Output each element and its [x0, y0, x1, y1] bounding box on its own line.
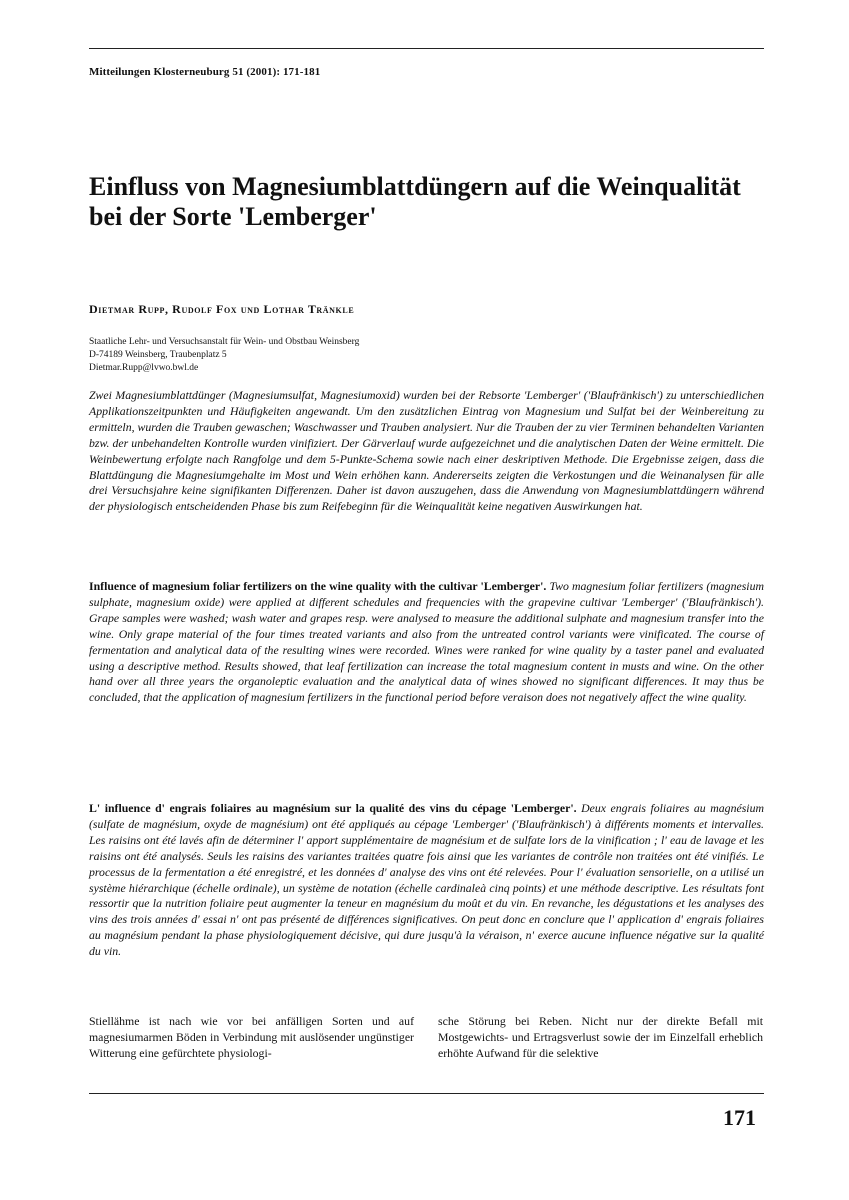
abstract-english — [89, 579, 764, 706]
affiliation-institution: Staatliche Lehr- und Versuchsanstalt für Wein- und Obstbau Weinsberg — [89, 337, 360, 347]
article-title: Einfluss von Magnesiumblattdüngern auf die Weinqualität bei der Sorte 'Lemberger' — [89, 172, 741, 231]
abstract-german: Zwei Magnesiumblattdünger (Magnesiumsulfat, Magnesiumoxid) wurden bei der Rebsorte 'Lemberger' ('Blaufränkisch') zu unterschiedlichen Applikationszeitpunkten und Häufigkeiten angewandt. Um den zusätzlichen Eintrag von Magnesium und Sulfat bei der Weinbereitung zu ermitteln, wurden die Trauben gewaschen; Waschwasser und Trauben analysiert. Nur die Trauben der zu vier Terminen behandelten Varianten bzw. der unbehandelten Kontrolle wurden vinifiziert. Der Gärverlauf wurde aufgezeichnet und die analytischen Daten der Weine ermittelt. Die Weinbewertung erfolgte nach Rangfolge und dem 5-Punkte-Schema sowie nach einer deskriptiven Methode. Die Ergebnisse zeigen, dass die Blattdüngung die Magnesiumgehalte im Most und Wein erhöhen kann. Andererseits zeigten die Verkostungen und die Weinanalysen für alle drei Versuchsjahre keine signifikanten Differenzen. Daher ist davon auszugehen, dass die Anwendung von Magnesiumblattdüngern während der physiologisch entscheidenden Phase bis zum Reifebeginn für die Weinqualität keine negativen Auswirkungen hat. — [89, 388, 764, 514]
abstract-english-title: Influence of magnesium foliar fertilizers on the wine quality with the cultivar 'Lemberger'. — [89, 579, 547, 593]
body-column-left: Stiellähme ist nach wie vor bei anfälligen Sorten und auf magnesiumarmen Böden in Verbindung mit auslösender ungünstiger Witterung eine gefürchtete physiologi- — [89, 1014, 414, 1061]
body-column-right: sche Störung bei Reben. Nicht nur der direkte Befall mit Mostgewichts- und Ertragsverlust sowie der im Einzelfall erheblich erhöhte Aufwand für die selektive — [438, 1014, 763, 1061]
page-number: 171 — [723, 1105, 756, 1130]
abstract-french-title: L' influence d' engrais foliaires au magnésium sur la qualité des vins du cépage 'Lemberger'. — [89, 801, 577, 815]
abstract-french — [89, 801, 764, 960]
abstract-french-text: Deux engrais foliaires au magnésium (sulfate de magnésium, oxyde de magnésium) ont été appliqués au cépage 'Lemberger' ('Blaufränkisch') à différents moments et intervalles. Les raisins ont été lavés afin de déterminer l' apport supplémentaire de magnésium et de sulfate lors de la vinification ; l' eau de lavage et les raisins ont été analysés. Seuls les raisins des variantes traitées quatre fois ainsi que les variantes de contrôle non traitées ont été vinifiés. Le processus de la fermentation a été enregistré, et les données d' analyse des vins ont été relevées. Pour l' évaluation sensorielle, on a utilisé un système hiérarchique (échelle ordinale), un système de notation (échelle cardinaleà cinq points) et une méthode descriptive. Les résultats font ressortir que la nutrition foliaire peut augmenter la teneur en magnésium du moût et du vin. En revanche, les dégustations et les analyses des vins des trois années d' essai n' ont pas présenté de différences significatives. On peut donc en conclure que l' application d' engrais foliaires au magnésium pendant la phase physiologiquement décisive, qui dure jusqu'à la véraison, n' exerce aucune influence négative sur la qualité du vin. — [89, 801, 764, 959]
header-rule — [89, 48, 764, 49]
abstract-english-text: Two magnesium foliar fertilizers (magnesium sulphate, magnesium oxide) were applied at different schedules and frequencies with the grapevine cultivar 'Lemberger' ('Blaufränkisch'). Grape samples were washed; wash water and grapes resp. were analysed to measure the additional sulphate and magnesium transfer into the wine. Only grape material of the four times treated variants and also from the untreated control variants were vinificated. The course of fermentation and analytical data of the resulting wines were recorded. Wines were ranked for wine quality by a taster panel and evaluated using a descriptive method. Results showed, that leaf fertilization can increase the total magnesium content in musts and wine. On the other hand over all three years the organoleptic evaluation and the analytical data of wines showed no significant differences. It may thus be concluded, that the application of magnesium fertilizers in the functional period before veraison does not negatively affect the wine quality. — [89, 579, 764, 705]
journal-citation: Mitteilungen Klosterneuburg 51 (2001): 171-181 — [89, 66, 321, 78]
footer-rule — [89, 1093, 764, 1094]
affiliation-email: Dietmar.Rupp@lvwo.bwl.de — [89, 363, 199, 373]
affiliation-block — [89, 336, 359, 375]
article-authors: Dietmar Rupp, Rudolf Fox und Lothar Tränkle — [89, 302, 355, 316]
affiliation-address: D-74189 Weinsberg, Traubenplatz 5 — [89, 350, 227, 360]
